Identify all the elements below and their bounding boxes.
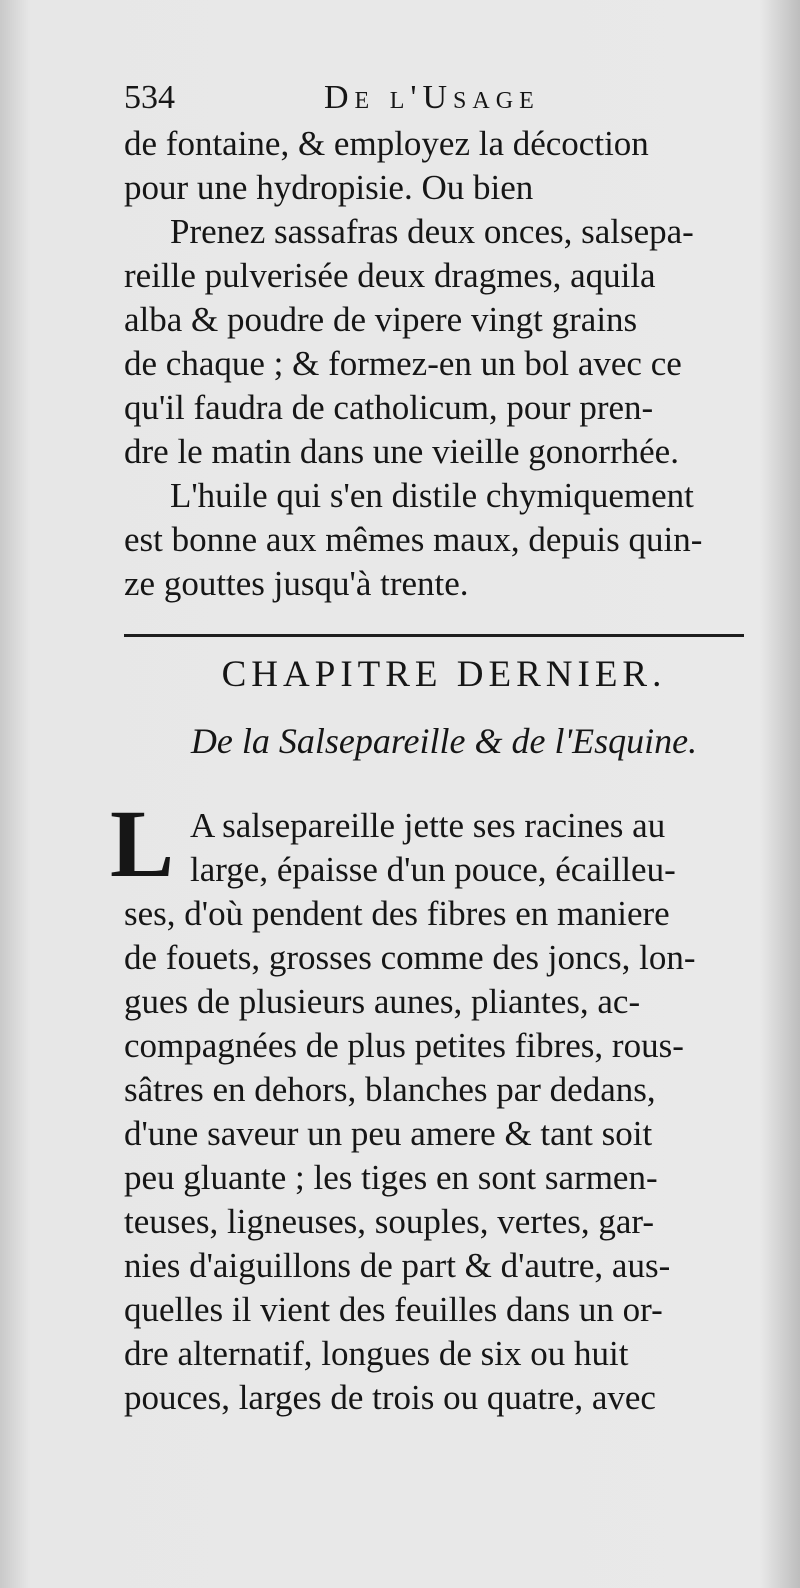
running-title: De l'Usage <box>324 79 540 116</box>
text-line: nies d'aiguillons de part & d'autre, aus- <box>124 1246 671 1285</box>
text-line: qu'il faudra de catholicum, pour pren- <box>124 388 654 427</box>
text-line: reille pulverisée deux dragmes, aquila <box>124 256 656 295</box>
text-line: dre le matin dans une vieille gonorrhée. <box>124 432 679 471</box>
text-line: de fontaine, & employez la décoction <box>124 124 649 163</box>
text-line: de fouets, grosses comme des joncs, lon- <box>124 938 696 977</box>
chapter-title: CHAPITRE DERNIER. <box>221 654 667 695</box>
text-line: A salsepareille jette ses racines au <box>190 806 666 845</box>
section-divider <box>124 634 744 637</box>
page-header <box>124 76 764 120</box>
text-line: de chaque ; & formez-en un bol avec ce <box>124 344 682 383</box>
page-number: 534 <box>124 79 175 116</box>
text-line: dre alternatif, longues de six ou huit <box>124 1334 629 1373</box>
text-line: d'une saveur un peu amere & tant soit <box>124 1114 653 1153</box>
text-line: peu gluante ; les tiges en sont sarmen- <box>124 1158 658 1197</box>
text-line: teuses, ligneuses, souples, vertes, gar- <box>124 1202 655 1241</box>
drop-cap: L <box>110 790 175 897</box>
text-line: gues de plusieurs aunes, pliantes, ac- <box>124 982 641 1021</box>
text-line: ze gouttes jusqu'à trente. <box>124 564 469 603</box>
text-line: large, épaisse d'un pouce, écailleu- <box>190 850 676 889</box>
text-line: Prenez sassafras deux onces, salsepa- <box>170 212 694 251</box>
text-line: L'huile qui s'en distile chymiquement <box>170 476 694 515</box>
text-line: alba & poudre de vipere vingt grains <box>124 300 638 339</box>
chapter-subtitle: De la Salsepareille & de l'Esquine. <box>190 721 698 761</box>
text-line: sâtres en dehors, blanches par dedans, <box>124 1070 656 1109</box>
text-line: quelles il vient des feuilles dans un or- <box>124 1290 663 1329</box>
text-line: pour une hydropisie. Ou bien <box>124 168 534 207</box>
text-line: compagnées de plus petites fibres, rous- <box>124 1026 684 1065</box>
text-line: ses, d'où pendent des fibres en maniere <box>124 894 670 933</box>
text-line: pouces, larges de trois ou quatre, avec <box>124 1378 656 1417</box>
text-line: est bonne aux mêmes maux, depuis quin- <box>124 520 703 559</box>
